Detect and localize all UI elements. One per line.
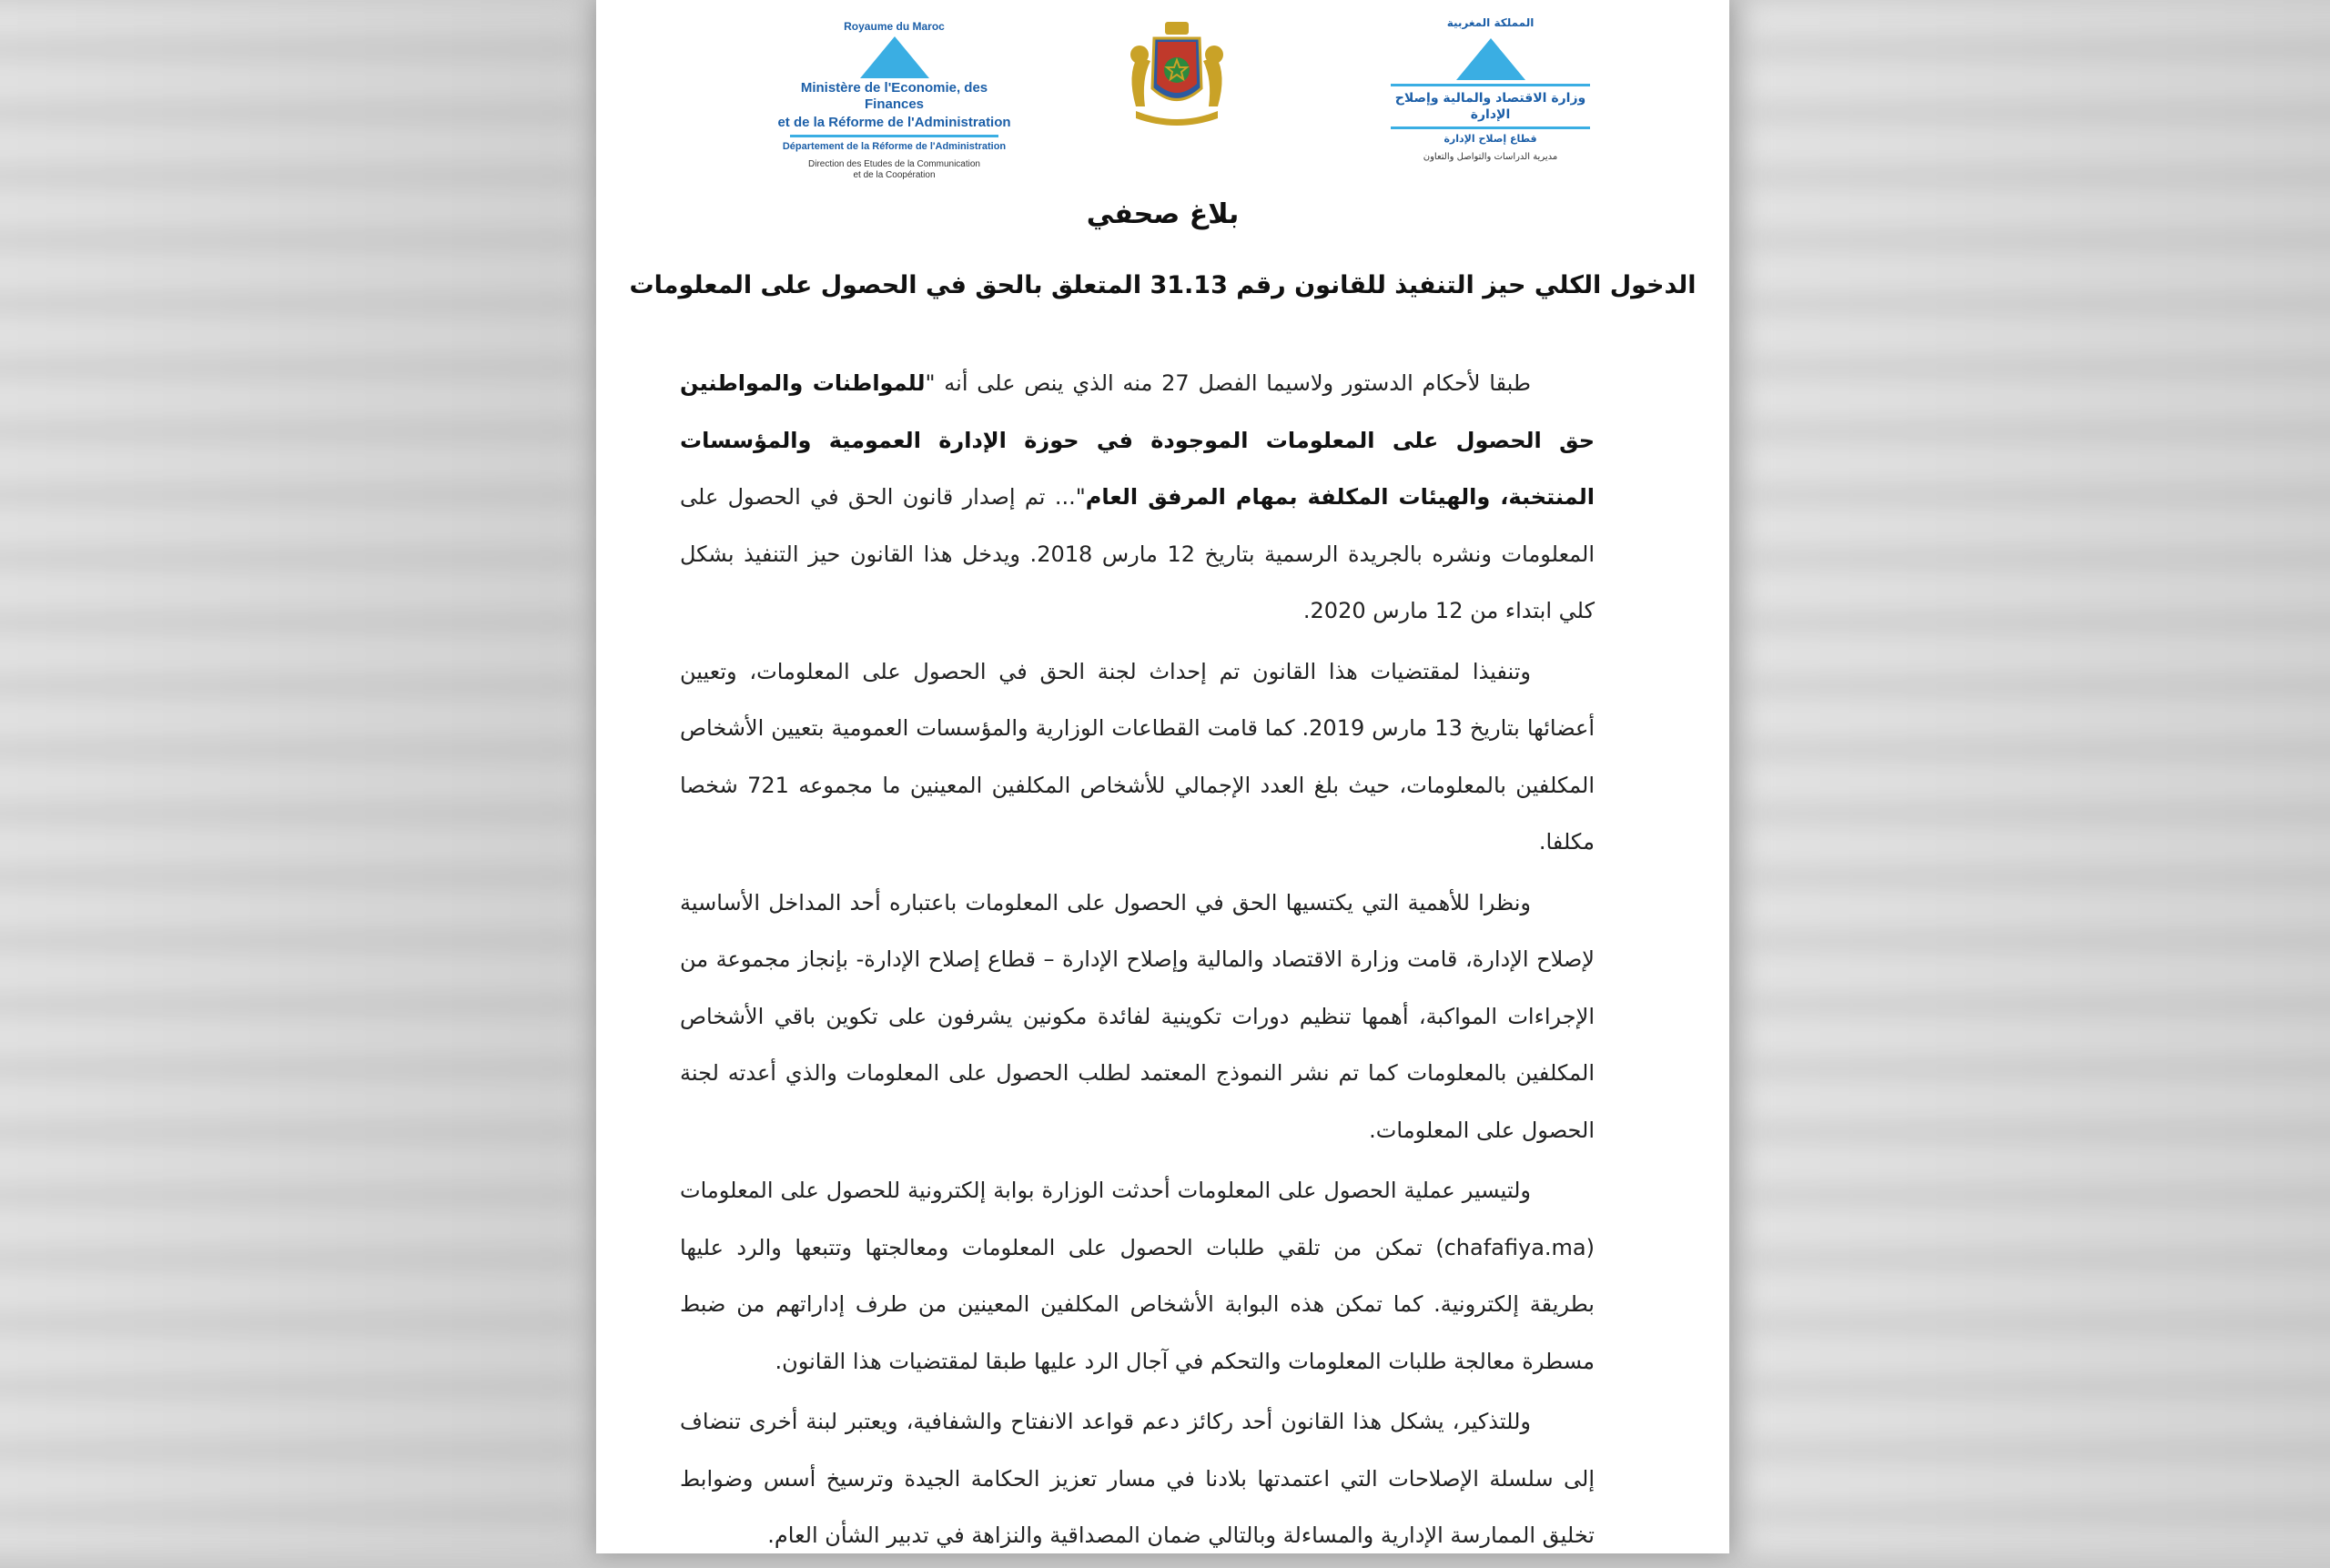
logo-divider (790, 135, 998, 137)
letterhead (596, 0, 1729, 196)
ministry-triangle-icon (860, 36, 929, 78)
logo-country-label: Royaume du Maroc (844, 20, 945, 33)
document-body (680, 355, 1595, 1568)
ministry-logo-french (774, 20, 1015, 181)
blurred-background-right (1748, 0, 2330, 1553)
ministry-triangle-icon-ar (1456, 38, 1525, 80)
logo-divider-ar-2 (1391, 126, 1590, 129)
paragraph-2: وتنفيذا لمقتضيات هذا القانون تم إحداث لجنة الحق في الحصول على المعلومات، وتعيين أعضائها بتاريخ 13 مارس 2019. كما قامت القطاعات الوزارية والمؤسسات العمومية بتعيين الأشخاص المكلفين بالمعلومات، حيث بلغ العدد الإجمالي للأشخاص المكلفين المعينين ما مجموعه 721 شخصا مكلفا. (680, 658, 1596, 855)
ministry-logo-arabic (1374, 16, 1606, 163)
paragraph-1 (680, 355, 1595, 640)
logo-department: Département de la Réforme de l'Administration (782, 141, 1007, 152)
document-title: بلاغ صحفي (1086, 198, 1240, 230)
blurred-background-left (0, 0, 582, 1553)
document-subtitle: الدخول الكلي حيز التنفيذ للقانون رقم 31.13 المتعلق بالحق في الحصول على المعلومات (629, 271, 1697, 299)
logo-divider-ar (1391, 84, 1590, 86)
paragraph-4: ولتيسير عملية الحصول على المعلومات أحدثت الوزارة بوابة إلكترونية للحصول على المعلومات (chafafiya.ma) تمكن من تلقي طلبات الحصول على المعلومات ومعالجتها وتتبعها والرد عليها بطريقة إلكترونية. كما تمكن هذه البوابة الأشخاص المكلفين المعينين من طرف إداراتهم من ضبط مسطرة معالجة طلبات المعلومات والتحكم في آجال الرد عليها طبقا لمقتضيات هذا القانون. (680, 1178, 1595, 1374)
paragraph-5: وللتذكير، يشكل هذا القانون أحد ركائز دعم قواعد الانفتاح والشفافية، ويعتبر لبنة أخرى تنضاف إلى سلسلة الإصلاحات التي اعتمدتها بلادنا في مسار تعزيز الحكامة الجيدة وترسيخ أسس وضوابط تخليق الممارسة الإدارية والمساءلة وبالتالي ضمان المصداقية والنزاهة في تدبير الشأن العام. (680, 1409, 1595, 1548)
logo-direction-line1: Direction des Etudes de la Communication (808, 159, 980, 169)
logo-department-ar: قطاع إصلاح الإدارة (1444, 133, 1537, 145)
logo-kingdom-label: المملكة المغربية (1446, 16, 1535, 29)
p1-rest: "... تم إصدار قانون الحق في الحصول على المعلومات ونشره بالجريدة الرسمية بتاريخ 12 مارس 2018. ويدخل هذا القانون حيز التنفيذ بشكل كلي ابتداء من 12 مارس 2020. (680, 484, 1596, 623)
logo-direction-ar: مديرية الدراسات والتواصل والتعاون (1423, 152, 1558, 162)
royal-coat-of-arms-icon (1118, 20, 1236, 129)
logo-ministry-name-ar: وزارة الاقتصاد والمالية وإصلاح الإدارة (1394, 91, 1586, 122)
logo-ministry-name-line2: et de la Réforme de l'Administration (777, 115, 1011, 130)
logo-ministry-name-line1: Ministère de l'Economie, des Finances (800, 80, 988, 112)
press-release-page (596, 0, 1729, 1553)
p1-quote: للمواطنات والمواطنين حق الحصول على المعلومات الموجودة في حوزة الإدارة العمومية والمؤسسات المنتخبة، والهيئات المكلفة بمهام المرفق العام (680, 370, 1595, 510)
p1-intro: طبقا لأحكام الدستور ولاسيما الفصل 27 منه الذي ينص على أنه " (925, 370, 1532, 396)
paragraph-3: ونظرا للأهمية التي يكتسيها الحق في الحصول على المعلومات باعتباره أحد المداخل الأساسية لإصلاح الإدارة، قامت وزارة الاقتصاد والمالية وإصلاح الإدارة – قطاع إصلاح الإدارة- بإنجاز مجموعة من الإجراءات المواكبة، أهمها تنظيم دورات تكوينية لفائدة مكونين يشرفون على تكوين باقي الأشخاص المكلفين بالمعلومات كما تم نشر النموذج المعتمد لطلب الحصول على المعلومات والذي أعدته لجنة الحصول على المعلومات. (680, 889, 1595, 1143)
logo-direction-line2: et de la Coopération (853, 170, 936, 180)
